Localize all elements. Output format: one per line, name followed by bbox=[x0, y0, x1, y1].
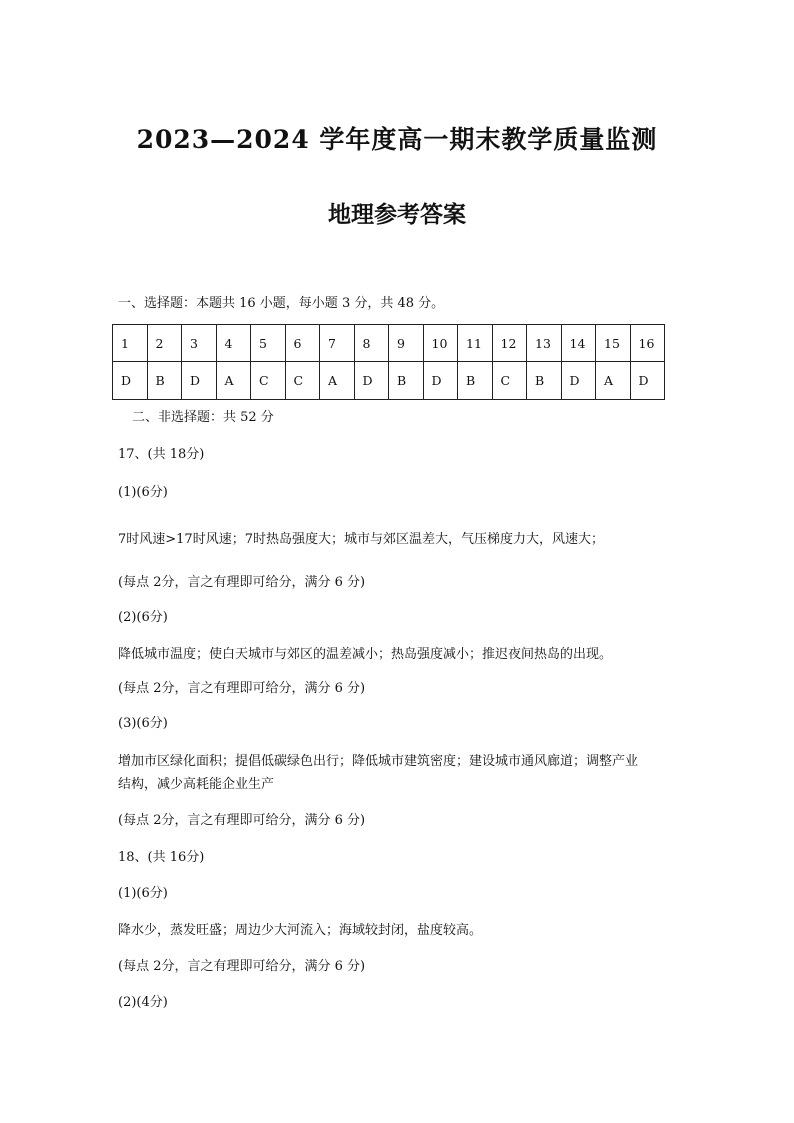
q17-part1-heading: (1)(6分) bbox=[118, 485, 168, 500]
q18-part2-heading: (2)(4分) bbox=[118, 995, 168, 1010]
question-number: 7 bbox=[320, 325, 355, 362]
answer-cell: A bbox=[596, 362, 631, 400]
answer-cell: D bbox=[561, 362, 596, 400]
answer-cell: A bbox=[216, 362, 251, 400]
answer-cell: A bbox=[320, 362, 355, 400]
q17-part2-answer: 降低城市温度；使白天城市与郊区的温差减小；热岛强度减小；推迟夜间热岛的出现。 bbox=[118, 647, 613, 662]
answer-cell: B bbox=[389, 362, 424, 400]
answer-cell: D bbox=[354, 362, 389, 400]
question-number: 8 bbox=[354, 325, 389, 362]
answer-row bbox=[113, 362, 665, 400]
question-number: 6 bbox=[285, 325, 320, 362]
answer-cell: B bbox=[527, 362, 562, 400]
question-18-heading: 18、(共 16分) bbox=[118, 850, 205, 865]
answer-cell: D bbox=[423, 362, 458, 400]
question-number: 13 bbox=[527, 325, 562, 362]
q17-part3-answer-line1: 增加市区绿化面积；提倡低碳绿色出行；降低城市建筑密度；建设城市通风廊道；调整产业 bbox=[118, 754, 639, 769]
q18-part1-answer: 降水少，蒸发旺盛；周边少大河流入；海域较封闭，盐度较高。 bbox=[118, 923, 483, 938]
question-number: 3 bbox=[182, 325, 217, 362]
q18-part1-heading: (1)(6分) bbox=[118, 886, 168, 901]
q17-part3-scoring: (每点 2分，言之有理即可给分，满分 6 分) bbox=[118, 813, 366, 828]
q17-part1-answer: 7时风速>17时风速；7时热岛强度大；城市与郊区温差大，气压梯度力大，风速大； bbox=[118, 532, 604, 547]
question-17-heading: 17、(共 18分) bbox=[118, 447, 205, 462]
answer-cell: C bbox=[285, 362, 320, 400]
question-number: 16 bbox=[630, 325, 665, 362]
section-choice-heading: 一、选择题：本题共 16 小题，每小题 3 分，共 48 分。 bbox=[118, 296, 445, 311]
question-number: 14 bbox=[561, 325, 596, 362]
question-number: 10 bbox=[423, 325, 458, 362]
answer-cell: D bbox=[630, 362, 665, 400]
question-number: 9 bbox=[389, 325, 424, 362]
question-number: 1 bbox=[113, 325, 148, 362]
question-number-row bbox=[113, 325, 665, 362]
q17-part2-heading: (2)(6分) bbox=[118, 610, 168, 625]
question-number: 12 bbox=[492, 325, 527, 362]
page-subtitle: 地理参考答案 bbox=[328, 201, 466, 228]
question-number: 4 bbox=[216, 325, 251, 362]
q17-part1-scoring: (每点 2分，言之有理即可给分，满分 6 分) bbox=[118, 575, 366, 590]
section-nonchoice-heading: 二、非选择题：共 52 分 bbox=[132, 410, 274, 425]
answer-cell: C bbox=[492, 362, 527, 400]
question-number: 5 bbox=[251, 325, 286, 362]
question-number: 15 bbox=[596, 325, 631, 362]
answer-cell: B bbox=[147, 362, 182, 400]
q17-part3-answer-line2: 结构，减少高耗能企业生产 bbox=[118, 777, 275, 792]
page-title: 2023—2024 学年度高一期末教学质量监测 bbox=[136, 125, 658, 154]
q18-part1-scoring: (每点 2分，言之有理即可给分，满分 6 分) bbox=[118, 959, 366, 974]
answer-cell: D bbox=[113, 362, 148, 400]
answer-cell: D bbox=[182, 362, 217, 400]
question-number: 2 bbox=[147, 325, 182, 362]
answer-table bbox=[112, 324, 665, 400]
q17-part2-scoring: (每点 2分，言之有理即可给分，满分 6 分) bbox=[118, 681, 366, 696]
q17-part3-heading: (3)(6分) bbox=[118, 716, 168, 731]
answer-cell: B bbox=[458, 362, 493, 400]
answer-cell: C bbox=[251, 362, 286, 400]
question-number: 11 bbox=[458, 325, 493, 362]
